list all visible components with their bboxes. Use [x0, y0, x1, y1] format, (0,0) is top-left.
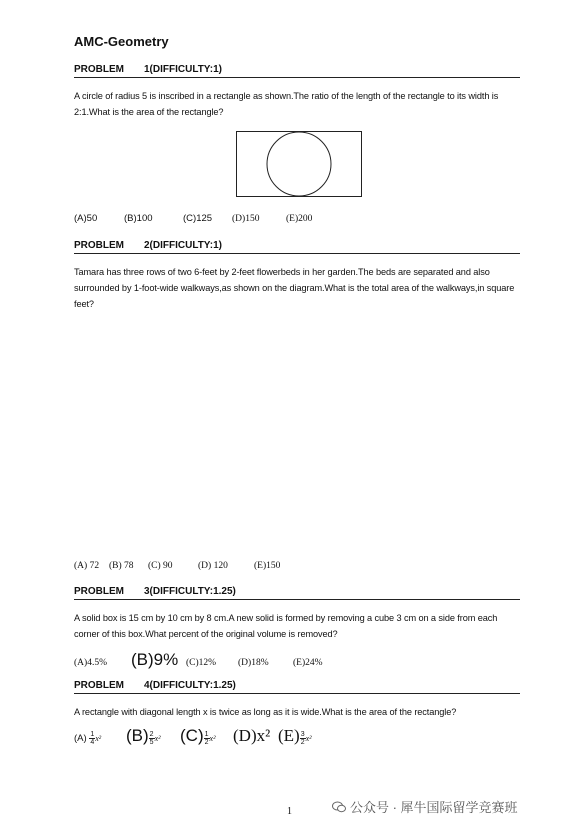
answer-d — [233, 726, 278, 746]
answer-e-num: 3 — [300, 731, 305, 738]
page-title: AMC-Geometry — [74, 34, 169, 49]
problem-4-label: PROBLEM — [74, 680, 124, 691]
wechat-icon — [332, 801, 346, 813]
answer-c-letter: (C) — [180, 726, 204, 745]
answer-b: (B)9% — [131, 650, 179, 669]
answer-a: (A)4.5% — [74, 658, 107, 668]
answer-a-expr: x² — [95, 734, 102, 743]
answer-a: (A)50 — [74, 213, 98, 224]
answer-e-den: 2 — [300, 739, 305, 746]
answer-b-letter: (B) — [126, 726, 149, 745]
problem-2-difficulty: 2(DIFFICULTY:1) — [144, 240, 222, 251]
problem-1-answers — [74, 213, 312, 224]
answer-b-num: 2 — [149, 731, 154, 738]
problem-1-text: A circle of radius 5 is inscribed in a rectangle as shown.The ratio of the length of the rectangle to its width is 2:1.What is the area of the rectangle? — [74, 91, 499, 117]
answer-c: (C)125 — [183, 213, 213, 224]
answer-a: (A) 72 — [74, 561, 100, 571]
problem-2-label: PROBLEM — [74, 240, 124, 251]
answer-d: (D)150 — [232, 214, 260, 224]
answer-d-expr: x² — [256, 726, 271, 745]
answer-e-letter: (E) — [278, 726, 300, 745]
problem-4-difficulty: 4(DIFFICULTY:1.25) — [144, 680, 236, 691]
answer-e: (E)200 — [286, 214, 313, 224]
answer-d: (D)18% — [238, 658, 269, 668]
answer-b: (B)100 — [124, 213, 153, 224]
problem-3-answers — [74, 650, 323, 670]
problem-3-heading — [74, 586, 520, 600]
answer-b-expr: x² — [154, 734, 161, 743]
answer-d-letter: (D) — [233, 726, 257, 745]
circle-in-rectangle-figure — [236, 131, 362, 197]
answer-b — [126, 726, 180, 746]
answer-c-den: 2 — [204, 739, 209, 746]
problem-2-answers — [74, 561, 280, 571]
answer-c — [180, 726, 233, 746]
page-number: 1 — [287, 806, 292, 817]
watermark — [332, 797, 518, 816]
answer-d: (D) 120 — [198, 561, 228, 571]
answer-b-den: 5 — [149, 739, 154, 746]
answer-a-den: 4 — [90, 739, 95, 746]
problem-1-label: PROBLEM — [74, 64, 124, 75]
answer-c-expr: x² — [209, 734, 216, 743]
answer-c-num: 1 — [204, 731, 209, 738]
answer-e: (E)24% — [293, 658, 323, 668]
watermark-text: 公众号 · 犀牛国际留学竞赛班 — [350, 800, 518, 815]
problem-3-label: PROBLEM — [74, 586, 124, 597]
problem-4-answers — [74, 726, 312, 746]
problem-2-heading — [74, 240, 520, 254]
answer-c: (C)12% — [186, 658, 217, 668]
answer-e — [278, 726, 312, 746]
problem-1-difficulty: 1(DIFFICULTY:1) — [144, 64, 222, 75]
answer-c: (C) 90 — [148, 561, 173, 571]
problem-2-text: Tamara has three rows of two 6-feet by 2-feet flowerbeds in her garden.The beds are separated and also surrounded by 1-foot-wide walkways,as shown on the diagram.What is the total area of the walkways,in square feet? — [74, 267, 515, 309]
answer-e-expr: x² — [305, 734, 312, 743]
answer-a-letter: (A) — [74, 733, 87, 744]
problem-1-heading — [74, 64, 520, 78]
answer-a — [74, 731, 126, 746]
answer-e: (E)150 — [254, 561, 281, 571]
answer-a-num: 1 — [90, 731, 95, 738]
problem-3-difficulty: 3(DIFFICULTY:1.25) — [144, 586, 236, 597]
problem-4-text: A rectangle with diagonal length x is twice as long as it is wide.What is the area of the rectangle? — [74, 707, 457, 717]
problem-4-heading — [74, 680, 520, 694]
answer-b: (B) 78 — [109, 561, 134, 571]
problem-3-text: A solid box is 15 cm by 10 cm by 8 cm.A new solid is formed by removing a cube 3 cm on a side from each corner of this box.What percent of the original volume is removed? — [74, 613, 498, 639]
